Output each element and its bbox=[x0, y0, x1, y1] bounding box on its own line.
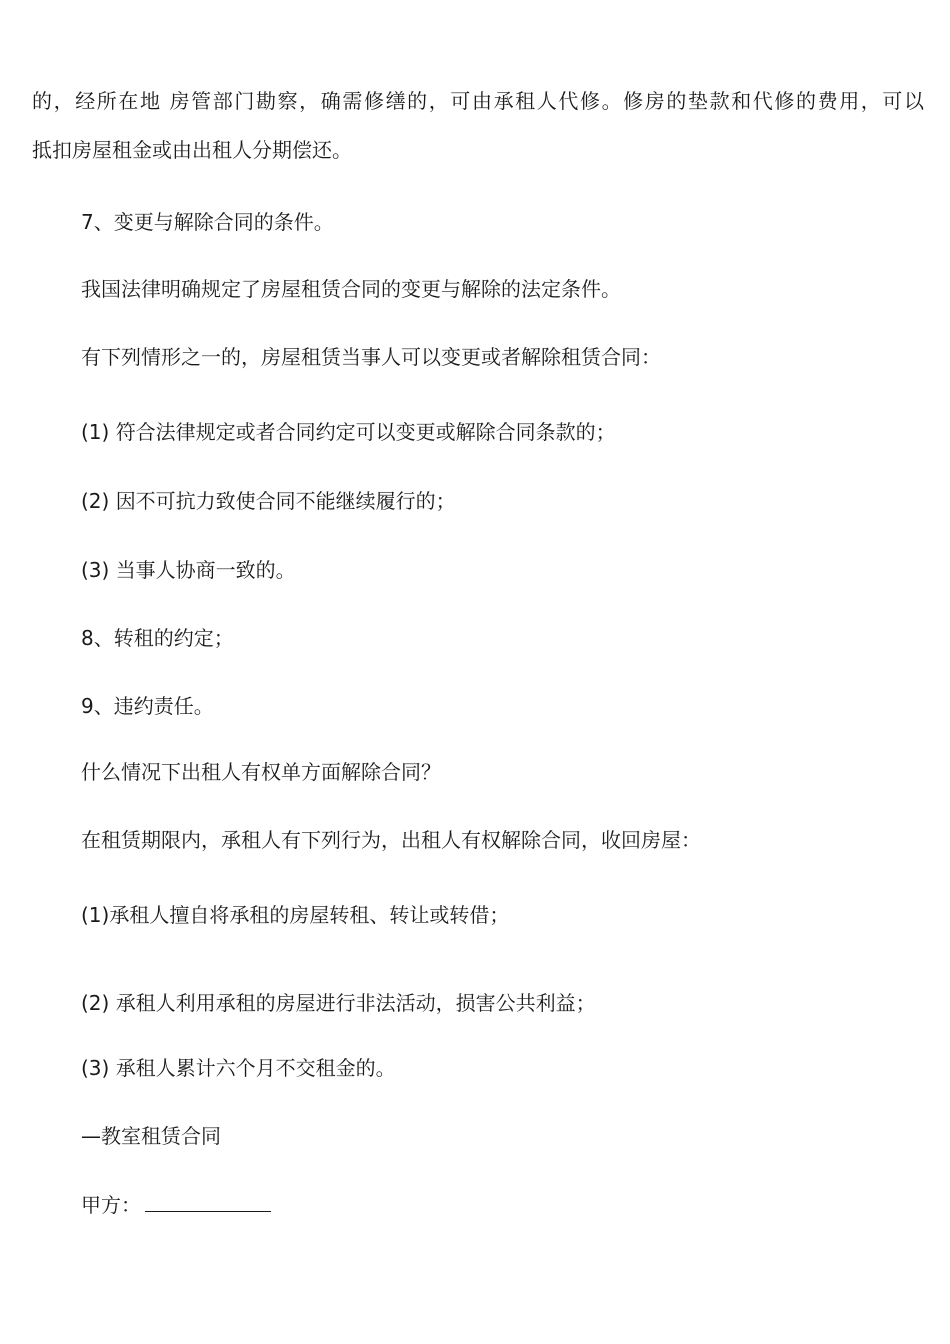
list-item: (2) 因不可抗力致使合同不能继续履行的； bbox=[81, 489, 456, 513]
clause-heading: 9、违约责任。 bbox=[81, 694, 214, 718]
party-a-label: 甲方： bbox=[81, 1193, 141, 1217]
paragraph-line: 有下列情形之一的，房屋租赁当事人可以变更或者解除租赁合同： bbox=[81, 345, 661, 369]
paragraph-line: 抵扣房屋租金或由出租人分期偿还。 bbox=[32, 138, 352, 162]
list-item: (1)承租人擅自将承租的房屋转租、转让或转借； bbox=[81, 903, 510, 927]
section-question: 什么情况下出租人有权单方面解除合同？ bbox=[81, 760, 441, 784]
paragraph-line: 我国法律明确规定了房屋租赁合同的变更与解除的法定条件。 bbox=[81, 277, 621, 301]
list-item: (3) 当事人协商一致的。 bbox=[81, 558, 296, 582]
paragraph-line: 的，经所在地 房管部门勘察，确需修缮的，可由承租人代修。修房的垫款和代修的费用，可以 bbox=[32, 89, 924, 113]
party-a-blank-field[interactable] bbox=[145, 1191, 271, 1212]
paragraph-line: 在租赁期限内，承租人有下列行为，出租人有权解除合同，收回房屋： bbox=[81, 828, 701, 852]
clause-heading: 8、转租的约定； bbox=[81, 626, 234, 650]
contract-title: —教室租赁合同 bbox=[81, 1124, 221, 1148]
clause-heading: 7、变更与解除合同的条件。 bbox=[81, 210, 334, 234]
list-item: (1) 符合法律规定或者合同约定可以变更或解除合同条款的； bbox=[81, 420, 616, 444]
list-item: (3) 承租人累计六个月不交租金的。 bbox=[81, 1056, 396, 1080]
party-a-row bbox=[81, 1191, 271, 1217]
list-item: (2) 承租人利用承租的房屋进行非法活动，损害公共利益； bbox=[81, 991, 596, 1015]
